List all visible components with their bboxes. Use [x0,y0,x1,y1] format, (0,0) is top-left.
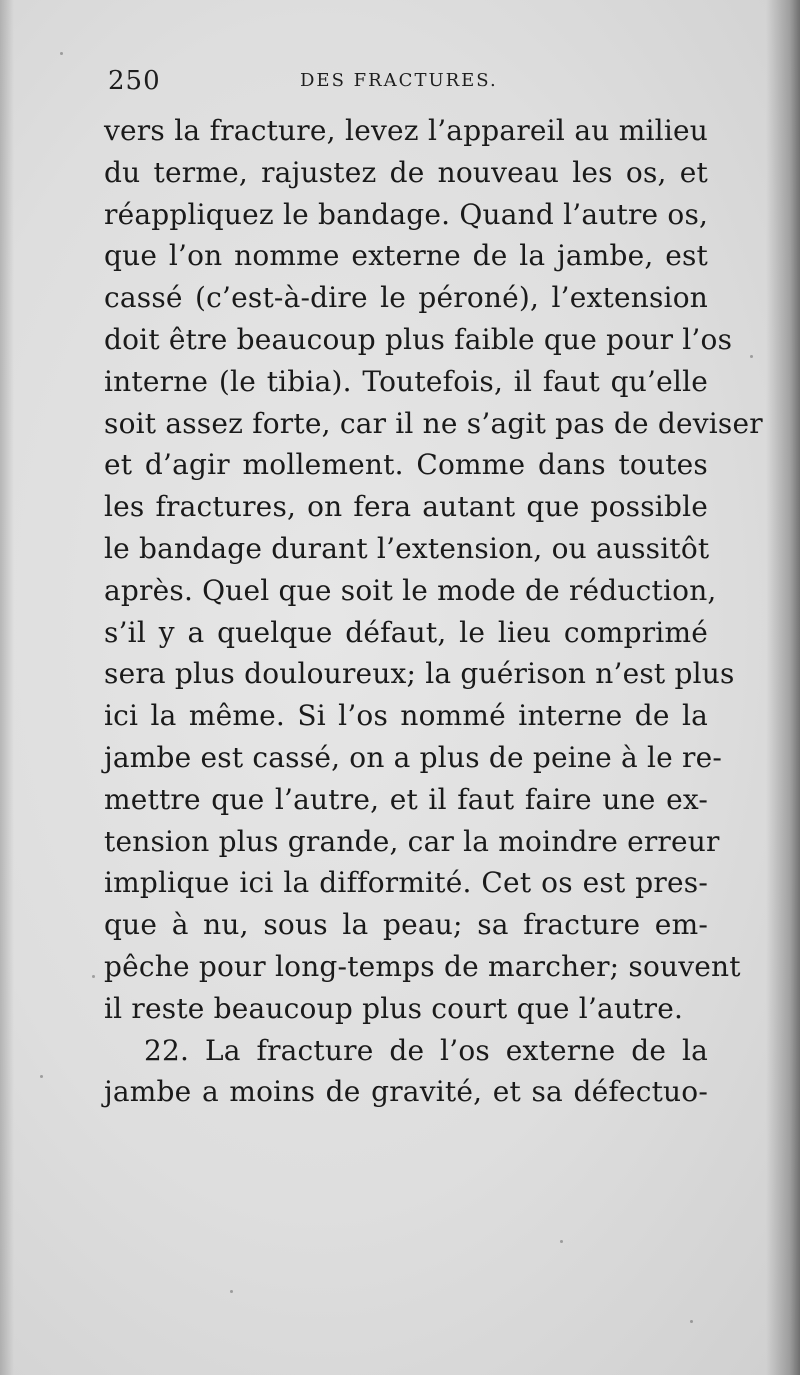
text-line: doit être beaucoup plus faible que pour l’os [104,322,733,356]
text-line: 22. La fracture de l’os externe de la [144,1033,708,1067]
text-line: réappliquez le bandage. Quand l’autre os, [104,197,709,231]
text-line: vers la fracture, levez l’appareil au milieu [104,114,708,147]
text-line: que à nu, sous la peau; sa fracture em- [104,908,708,942]
text-line: mettre que l’autre, et il faut faire une ex- [104,782,708,816]
text-line: s’il y a quelque défaut, le lieu comprimé [104,615,708,649]
text-line: après. Quel que soit le mode de réduction, [104,573,717,607]
text-line: que l’on nomme externe de la jambe, est [104,239,708,273]
text-line: il reste beaucoup plus court que l’autre. [104,991,684,1025]
body-text [104,110,763,1113]
text-line: jambe a moins de gravité, et sa défectuo- [104,1075,708,1109]
text-line: jambe est cassé, on a plus de peine à le re- [104,740,723,774]
text-line: interne (le tibia). Toutefois, il faut qu’elle [104,364,708,398]
text-line: tension plus grande, car la moindre erreur [104,824,720,858]
text-line: le bandage durant l’extension, ou aussitôt [104,531,710,565]
page-gutter-shadow [766,0,800,1375]
page-header [108,66,708,106]
page-left-shadow [0,0,14,1375]
text-line: du terme, rajustez de nouveau les os, et [104,155,708,189]
text-line: ici la même. Si l’os nommé interne de la [104,699,708,733]
text-line: et d’agir mollement. Comme dans toutes [104,448,708,482]
text-line: pêche pour long-temps de marcher; souvent [104,949,741,983]
text-line: les fractures, on fera autant que possible [104,490,708,524]
text-line: soit assez forte, car il ne s’agit pas de deviser [104,406,763,440]
text-line: sera plus douloureux; la guérison n’est plus [104,657,735,691]
page-number: 250 [108,66,161,96]
text-line: cassé (c’est-à-dire le péroné), l’extension [104,281,708,315]
text-line: implique ici la difformité. Cet os est pres- [104,866,708,900]
running-head: DES FRACTURES. [300,70,498,91]
